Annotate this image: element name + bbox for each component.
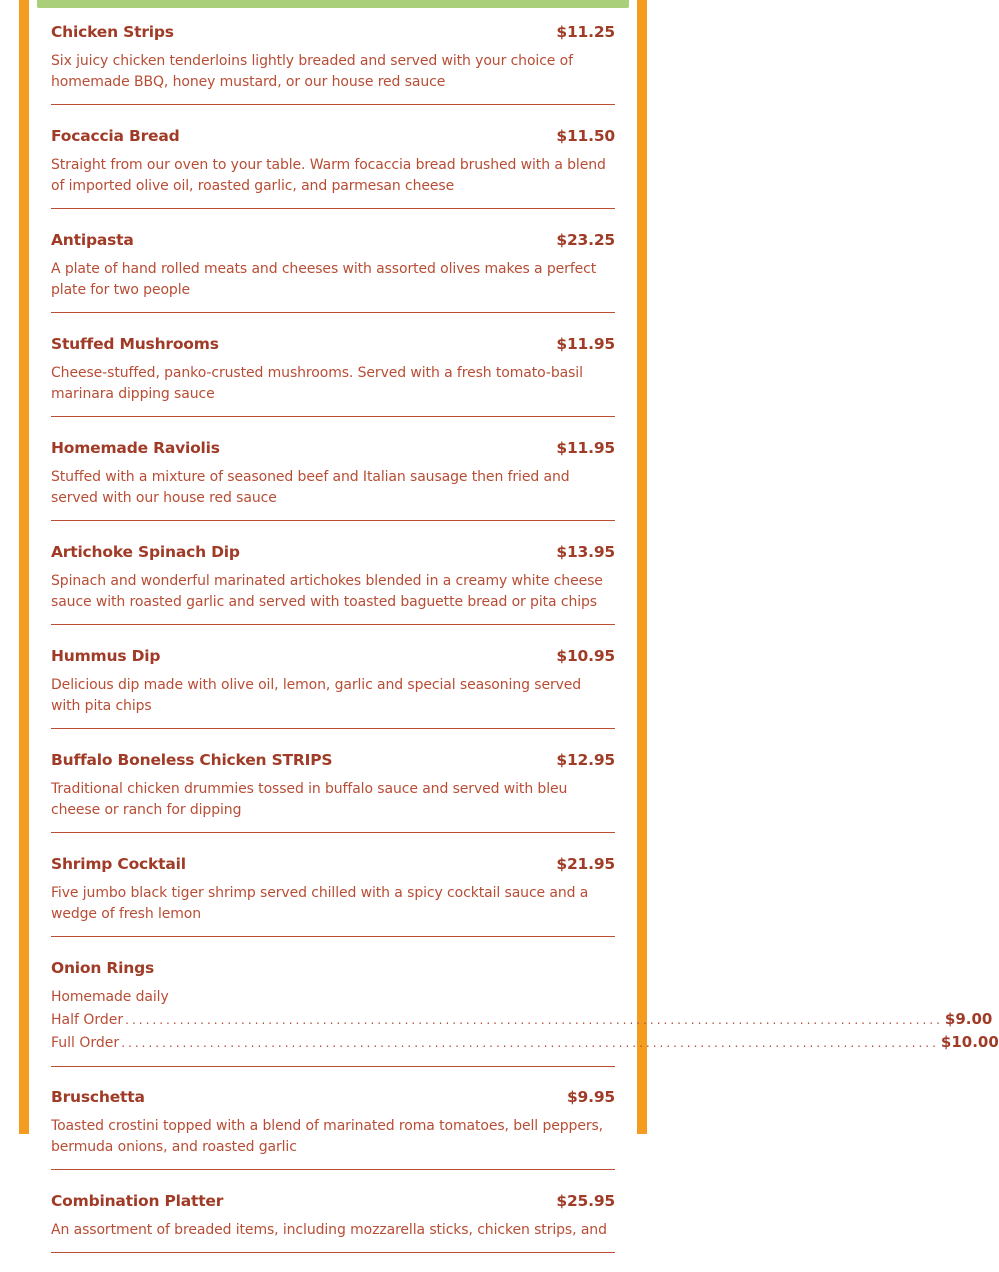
- size-option-full-order: [51, 1031, 999, 1054]
- menu-item-antipasta: [51, 228, 615, 313]
- item-name: Shrimp Cocktail: [51, 855, 186, 873]
- item-header: [51, 1088, 615, 1112]
- item-description: Cheese-stuffed, panko-crusted mushrooms. Served with a fresh tomato-basil marinara dipping sauce: [51, 365, 583, 402]
- item-name: Onion Rings: [51, 959, 155, 977]
- menu-item-combination-platter: [51, 1189, 615, 1253]
- item-price: $11.25: [556, 23, 615, 41]
- item-price: $23.25: [556, 231, 615, 249]
- menu-panel: [29, 0, 999, 1238]
- menu-item-shrimp-cocktail: [51, 852, 615, 937]
- menu-item-artichoke-spinach-dip: [51, 540, 615, 625]
- item-header: [51, 751, 615, 775]
- item-price: $10.95: [556, 647, 615, 665]
- item-description: Traditional chicken drummies tossed in buffalo sauce and served with bleu cheese or ranch for dipping: [51, 781, 568, 818]
- item-name: Hummus Dip: [51, 647, 161, 665]
- item-price: $9.95: [566, 1088, 615, 1106]
- item-name: Bruschetta: [51, 1088, 145, 1106]
- dot-leader: ........................................................................................................................: [125, 1013, 943, 1027]
- item-description: An assortment of breaded items, including mozzarella sticks, chicken strips, and: [51, 1222, 607, 1238]
- item-name: Antipasta: [51, 231, 134, 249]
- item-description: Straight from our oven to your table. Warm focaccia bread brushed with a blend of imported olive oil, roasted garlic, and parmesan cheese: [51, 157, 606, 194]
- item-header: [51, 855, 615, 879]
- menu-item-onion-rings: [51, 956, 999, 1067]
- item-description: Six juicy chicken tenderloins lightly breaded and served with your choice of homemade BBQ, honey mustard, or our house red sauce: [51, 53, 573, 90]
- item-header: [51, 23, 615, 47]
- item-description: Toasted crostini topped with a blend of marinated roma tomatoes, bell peppers, bermuda onions, and roasted garlic: [51, 1118, 604, 1155]
- item-name: Combination Platter: [51, 1192, 224, 1210]
- item-header: [51, 1192, 615, 1216]
- item-header: [51, 959, 615, 983]
- item-header: [51, 231, 615, 255]
- item-price: $13.95: [556, 543, 615, 561]
- menu-item-chicken-strips: [51, 20, 615, 105]
- size-label: Half Order: [51, 1012, 124, 1028]
- item-description: Stuffed with a mixture of seasoned beef and Italian sausage then fried and served with our house red sauce: [51, 469, 570, 506]
- menu-list: [51, 20, 999, 1272]
- item-description: Homemade daily: [51, 989, 169, 1005]
- item-price: $12.95: [556, 751, 615, 769]
- size-price: $10.00: [940, 1033, 999, 1051]
- menu-item-bruschetta: [51, 1085, 615, 1170]
- item-header: [51, 335, 615, 359]
- item-name: Buffalo Boneless Chicken STRIPS: [51, 751, 333, 769]
- size-price: $9.00: [944, 1010, 993, 1028]
- item-name: Artichoke Spinach Dip: [51, 543, 240, 561]
- menu-top-bar: [37, 0, 629, 8]
- size-option-half-order: [51, 1008, 993, 1031]
- menu-item-focaccia-bread: [51, 124, 615, 209]
- menu-item-homemade-raviolis: [51, 436, 615, 521]
- menu-item-hummus-dip: [51, 644, 615, 729]
- item-price: $11.95: [556, 439, 615, 457]
- item-description: Spinach and wonderful marinated artichokes blended in a creamy white cheese sauce with roasted garlic and served with toasted baguette bread or pita chips: [51, 573, 603, 610]
- menu-item-stuffed-mushrooms: [51, 332, 615, 417]
- size-label: Full Order: [51, 1035, 120, 1051]
- item-name: Chicken Strips: [51, 23, 174, 41]
- item-header: [51, 127, 615, 151]
- item-name: Homemade Raviolis: [51, 439, 220, 457]
- item-price: $25.95: [556, 1192, 615, 1210]
- item-name: Focaccia Bread: [51, 127, 180, 145]
- item-header: [51, 439, 615, 463]
- item-description: Five jumbo black tiger shrimp served chilled with a spicy cocktail sauce and a wedge of fresh lemon: [51, 885, 589, 922]
- item-price: $11.95: [556, 335, 615, 353]
- item-header: [51, 543, 615, 567]
- item-description: A plate of hand rolled meats and cheeses with assorted olives makes a perfect plate for two people: [51, 261, 597, 298]
- item-description: Delicious dip made with olive oil, lemon, garlic and special seasoning served with pita chips: [51, 677, 582, 714]
- item-price: $11.50: [556, 127, 615, 145]
- item-price: $21.95: [556, 855, 615, 873]
- item-name: Stuffed Mushrooms: [51, 335, 219, 353]
- menu-frame: [19, 0, 999, 1238]
- menu-item-buffalo-boneless-chicken-strips: [51, 748, 615, 833]
- dot-leader: ........................................................................................................................: [121, 1036, 939, 1050]
- item-header: [51, 647, 615, 671]
